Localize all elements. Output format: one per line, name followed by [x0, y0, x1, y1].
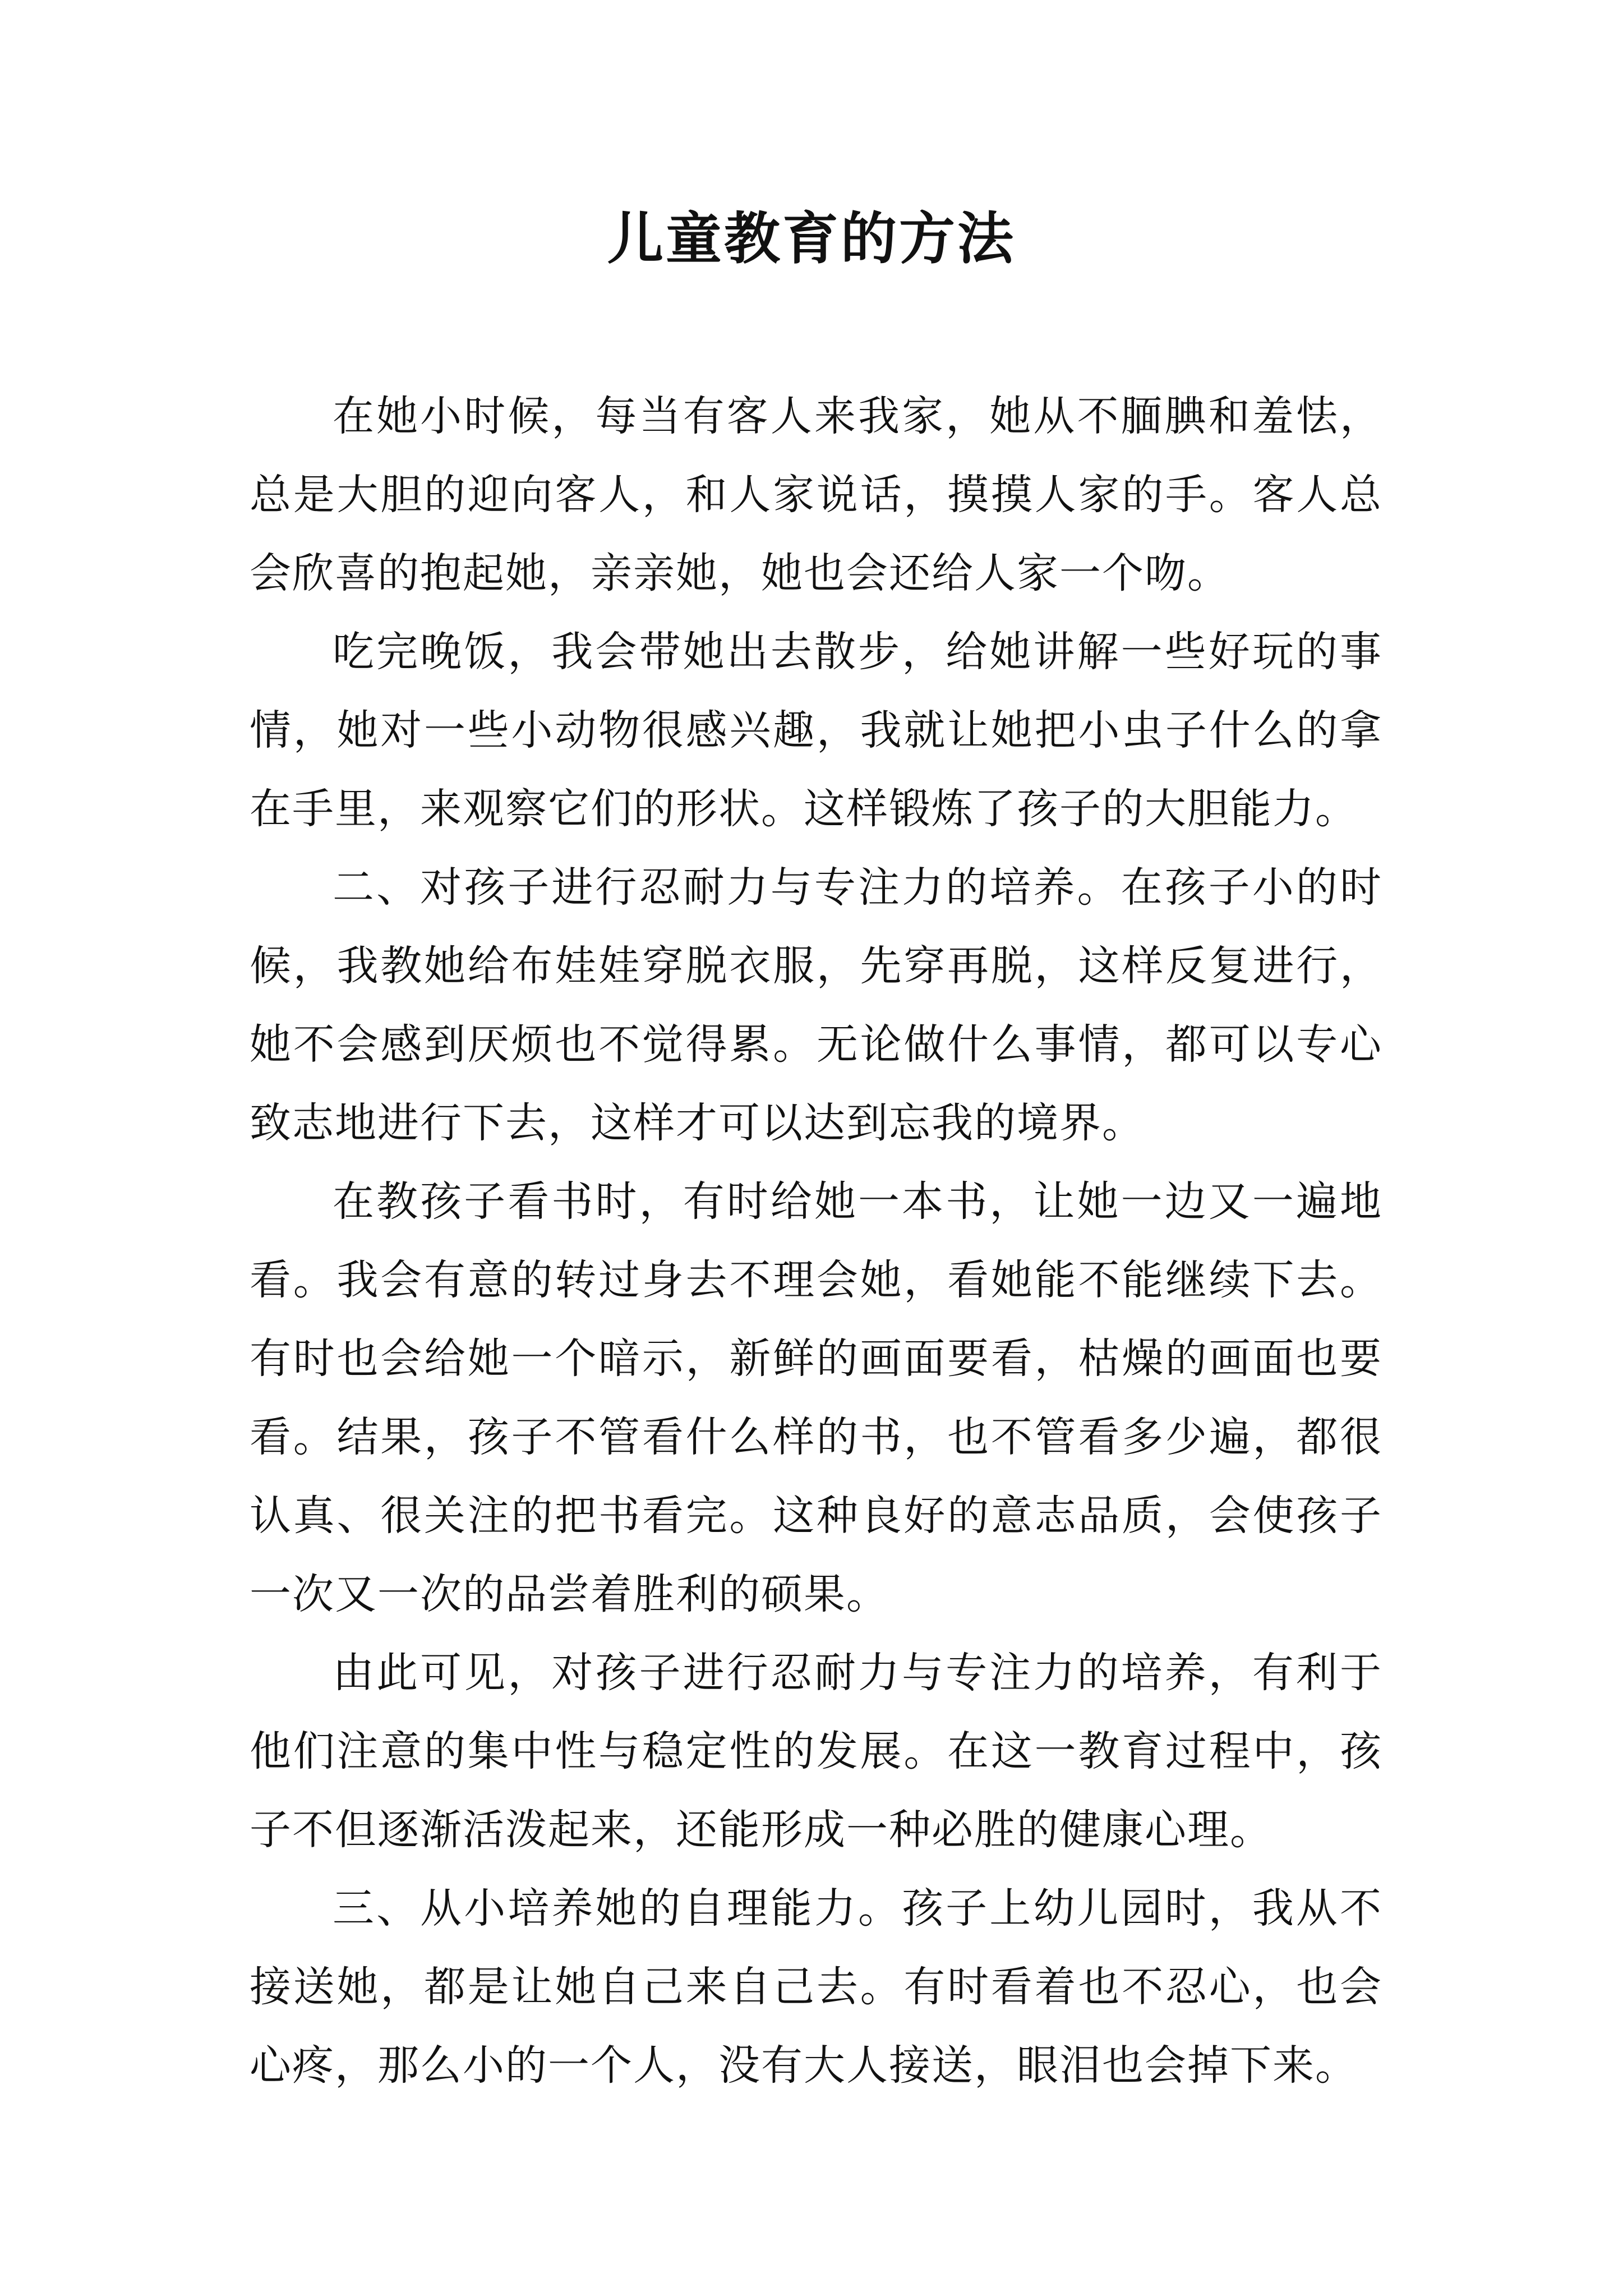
- document-body: [250, 377, 1382, 2105]
- paragraph: 二、对孩子进行忍耐力与专注力的培养。在孩子小的时候，我教她给布娃娃穿脱衣服，先穿再脱，这样反复进行，她不会感到厌烦也不觉得累。无论做什么事情，都可以专心致志地进行下去，这样才可以达到忘我的境界。: [250, 863, 1382, 1147]
- paragraph: 在教孩子看书时，有时给她一本书，让她一边又一遍地看。我会有意的转过身去不理会她，看她能不能继续下去。有时也会给她一个暗示，新鲜的画面要看，枯燥的画面也要看。结果，孩子不管看什么样的书，也不管看多少遍，都很认真、很关注的把书看完。这种良好的意志品质，会使孩子一次又一次的品尝着胜利的硕果。: [250, 1177, 1382, 1618]
- document-title: 儿童教育的方法: [607, 205, 1016, 272]
- paragraph: 吃完晚饭，我会带她出去散步，给她讲解一些好玩的事情，她对一些小动物很感兴趣，我就让她把小虫子什么的拿在手里，来观察它们的形状。这样锻炼了孩子的大胆能力。: [250, 628, 1382, 833]
- paragraph: 三、从小培养她的自理能力。孩子上幼儿园时，我从不接送她，都是让她自己来自己去。有时看着也不忍心，也会心疼，那么小的一个人，没有大人接送，眼泪也会掉下来。: [250, 1884, 1382, 2090]
- paragraph: 在她小时候，每当有客人来我家，她从不腼腆和羞怯，总是大胆的迎向客人，和人家说话，摸摸人家的手。客人总会欣喜的抱起她，亲亲她，她也会还给人家一个吻。: [250, 392, 1382, 597]
- paragraph: 由此可见，对孩子进行忍耐力与专注力的培养，有利于他们注意的集中性与稳定性的发展。在这一教育过程中，孩子不但逐渐活泼起来，还能形成一种必胜的健康心理。: [250, 1649, 1382, 1854]
